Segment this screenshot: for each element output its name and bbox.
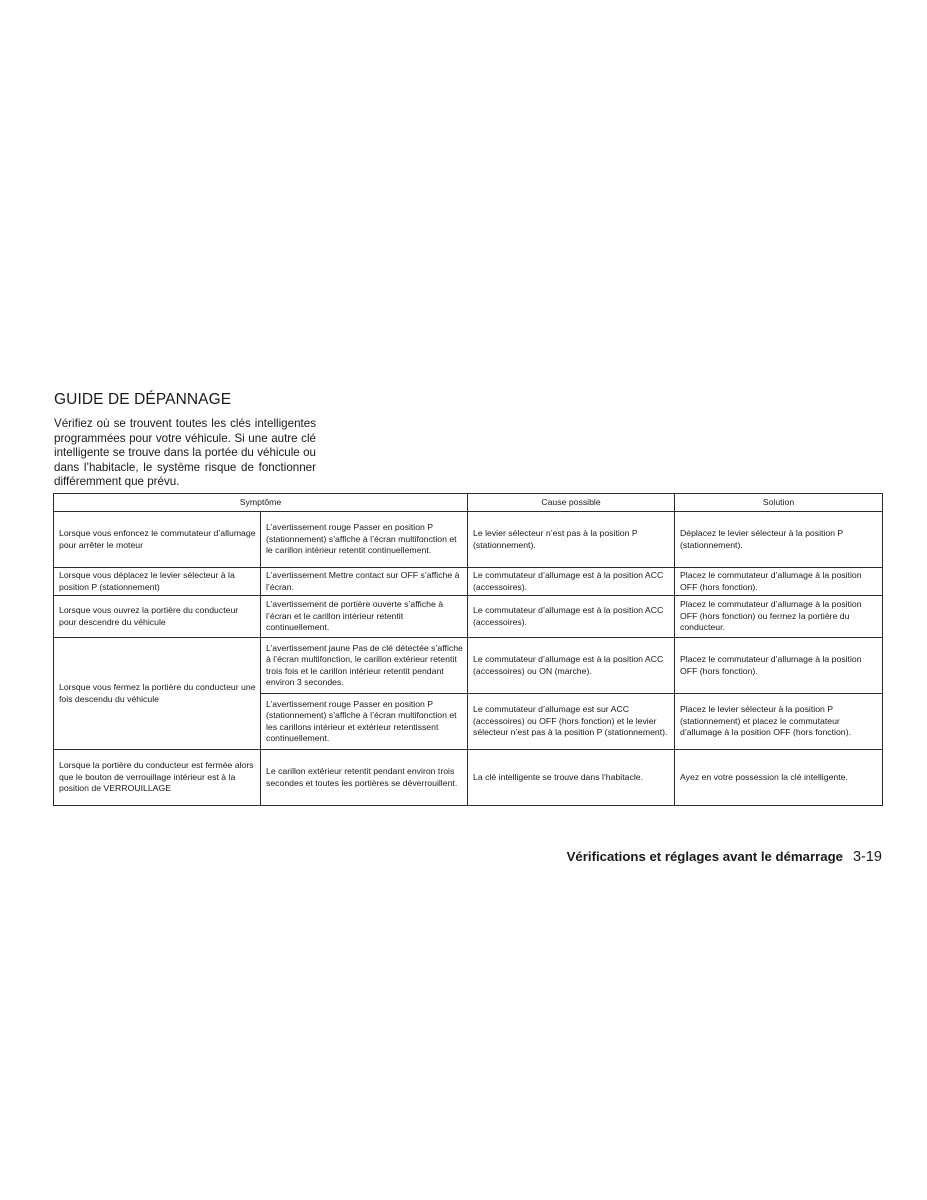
solution-cell: Déplacez le levier sélecteur à la position P (stationnement). bbox=[675, 512, 883, 568]
table-row bbox=[54, 750, 883, 806]
header-cause: Cause possible bbox=[468, 494, 675, 512]
symptom-cell: Lorsque la portière du conducteur est fermée alors que le bouton de verrouillage intérieur est à la position de VERROUILLAGE bbox=[54, 750, 261, 806]
symptom-cell: Lorsque vous ouvrez la portière du conducteur pour descendre du véhicule bbox=[54, 596, 261, 638]
page-title: GUIDE DE DÉPANNAGE bbox=[54, 391, 232, 408]
detail-cell: Le carillon extérieur retentit pendant environ trois secondes et toutes les portières se déverrouillent. bbox=[261, 750, 468, 806]
troubleshooting-table bbox=[53, 493, 883, 806]
symptom-cell: Lorsque vous enfoncez le commutateur d’allumage pour arrêter le moteur bbox=[54, 512, 261, 568]
table-header-row bbox=[54, 494, 883, 512]
solution-cell: Placez le levier sélecteur à la position P (stationnement) et placez le commutateur d’allumage à la position OFF (hors fonction). bbox=[675, 694, 883, 750]
header-solution: Solution bbox=[675, 494, 883, 512]
table-row bbox=[54, 512, 883, 568]
solution-cell: Ayez en votre possession la clé intelligente. bbox=[675, 750, 883, 806]
page-number: 3-19 bbox=[852, 849, 882, 865]
table-row bbox=[54, 638, 883, 694]
cause-cell: Le levier sélecteur n’est pas à la position P (stationnement). bbox=[468, 512, 675, 568]
symptom-cell: Lorsque vous déplacez le levier sélecteur à la position P (stationnement) bbox=[54, 568, 261, 596]
table-row bbox=[54, 568, 883, 596]
page-footer bbox=[380, 849, 882, 865]
footer-section-title: Vérifications et réglages avant le démarrage bbox=[566, 849, 843, 864]
detail-cell: L’avertissement rouge Passer en position P (stationnement) s’affiche à l’écran multifonction et le carillon intérieur retentit continuellement. bbox=[261, 512, 468, 568]
detail-cell: L’avertissement Mettre contact sur OFF s’affiche à l’écran. bbox=[261, 568, 468, 596]
solution-cell: Placez le commutateur d’allumage à la position OFF (hors fonction). bbox=[675, 638, 883, 694]
solution-cell: Placez le commutateur d’allumage à la position OFF (hors fonction). bbox=[675, 568, 883, 596]
cause-cell: Le commutateur d’allumage est à la position ACC (accessoires). bbox=[468, 596, 675, 638]
table-row bbox=[54, 596, 883, 638]
cause-cell: La clé intelligente se trouve dans l’habitacle. bbox=[468, 750, 675, 806]
solution-cell: Placez le commutateur d’allumage à la position OFF (hors fonction) ou fermez la portière du conducteur. bbox=[675, 596, 883, 638]
cause-cell: Le commutateur d’allumage est sur ACC (accessoires) ou OFF (hors fonction) et le levier sélecteur n’est pas à la position P (stationnement). bbox=[468, 694, 675, 750]
detail-cell: L’avertissement rouge Passer en position P (stationnement) s’affiche à l’écran multifonction et les carillons intérieur et extérieur retentissent continuellement. bbox=[261, 694, 468, 750]
intro-paragraph: Vérifiez où se trouvent toutes les clés intelligentes programmées pour votre véhicule. Si une autre clé intelligente se trouve dans la portée du véhicule ou dans l’habitacle, le système risque de fonctionner différemment que prévu. bbox=[54, 417, 316, 489]
detail-cell: L’avertissement jaune Pas de clé détectée s’affiche à l’écran multifonction, le carillon extérieur retentit trois fois et le carillon intérieur retentit pendant environ 3 secondes. bbox=[261, 638, 468, 694]
detail-cell: L’avertissement de portière ouverte s’affiche à l’écran et le carillon intérieur retentit continuellement. bbox=[261, 596, 468, 638]
cause-cell: Le commutateur d’allumage est à la position ACC (accessoires). bbox=[468, 568, 675, 596]
symptom-cell: Lorsque vous fermez la portière du conducteur une fois descendu du véhicule bbox=[54, 638, 261, 750]
header-symptom: Symptôme bbox=[54, 494, 468, 512]
cause-cell: Le commutateur d’allumage est à la position ACC (accessoires) ou ON (marche). bbox=[468, 638, 675, 694]
